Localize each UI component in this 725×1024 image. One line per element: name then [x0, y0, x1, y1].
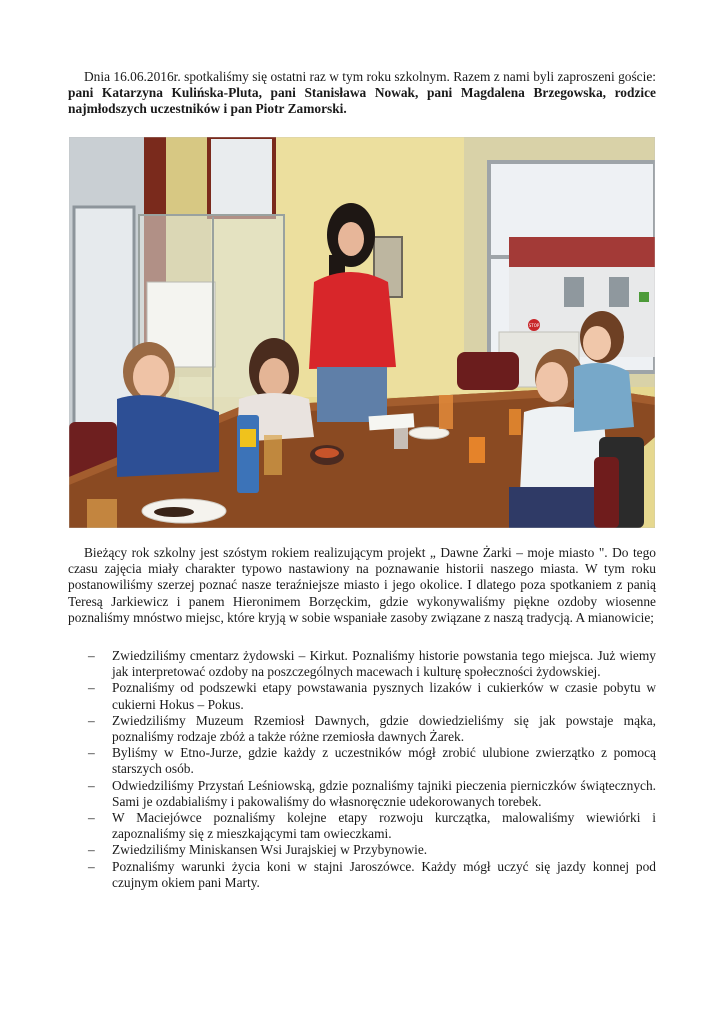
stop-sign-text: STOP	[528, 323, 540, 328]
list-item-text: W Maciejówce poznaliśmy kolejne etapy rozwoju kurczątka, malowaliśmy wiewiórki i zapoznaliśmy się z mieszkającymi tam owieczkami.	[112, 810, 656, 842]
bullet-dash: –	[88, 680, 95, 696]
list-item	[68, 713, 656, 745]
list-item	[68, 745, 656, 777]
activities-list	[68, 648, 656, 891]
bullet-dash: –	[88, 712, 95, 728]
bullet-dash: –	[88, 745, 95, 761]
meeting-photo	[69, 137, 655, 528]
list-item	[68, 842, 656, 858]
project-paragraph: Bieżący rok szkolny jest szóstym rokiem realizującym projekt „ Dawne Żarki – moje miasto ". Do tego czasu zajęcia miały charakter typowo nastawiony na poznawanie historii naszego miasta. W tym roku postanowiliśmy szerzej poznać nasze teraźniejsze miasto i jego okolice. I dlatego poza spotkaniem z panią Teresą Jarkiewicz i panem Hieronimem Borzęckim, gdzie wykonywaliśmy piękne ozdoby wiosenne poznaliśmy mnóstwo miejsc, które kryją w sobie wspaniałe zasoby związane z naszą tradycją. A mianowicie;	[68, 545, 656, 625]
guest-list: pani Katarzyna Kulińska-Pluta, pani Stanisława Nowak, pani Magdalena Brzegowska, rodzice najmłodszych uczestników i pan Piotr Zamorski.	[68, 85, 656, 117]
list-item-text: Poznaliśmy od podszewki etapy powstawania pysznych lizaków i cukierków w czasie pobytu w cukierni Hokus – Pokus.	[112, 680, 656, 712]
list-item-text: Byliśmy w Etno-Jurze, gdzie każdy z uczestników mógł zrobić ulubione zwierzątko z pomocą starszych osób.	[112, 745, 656, 777]
list-item	[68, 859, 656, 891]
list-item-text: Zwiedziliśmy Miniskansen Wsi Jurajskiej w Przybynowie.	[112, 842, 428, 858]
intro-paragraph	[68, 69, 656, 118]
list-item-text: Poznaliśmy warunki życia koni w stajni Jaroszówce. Każdy mógł uczyć się jazdy konnej pod czujnym okiem pani Marty.	[112, 858, 656, 890]
bullet-dash: –	[88, 777, 95, 793]
list-item	[68, 680, 656, 712]
intro-text: Dnia 16.06.2016r. spotkaliśmy się ostatni raz w tym roku szkolnym. Razem z nami byli zaproszeni goście:	[84, 69, 656, 84]
list-item	[68, 648, 656, 680]
list-item	[68, 778, 656, 810]
list-item-text: Odwiedziliśmy Przystań Leśniowską, gdzie poznaliśmy tajniki pieczenia pierniczków świątecznych. Sami je ozdabialiśmy i pakowaliśmy do własnoręcznie udekorowanych torebek.	[112, 777, 656, 809]
bullet-dash: –	[88, 810, 95, 826]
list-item-text: Zwiedziliśmy Muzeum Rzemiosł Dawnych, gdzie dowiedzieliśmy się jak powstaje mąka, poznaliśmy rodzaje zbóż a także różne rzemiosła dawnych Żarek.	[112, 712, 656, 745]
bullet-dash: –	[88, 858, 95, 874]
list-item-text: Zwiedziliśmy cmentarz żydowski – Kirkut. Poznaliśmy historie powstania tego miejsca. Już wiemy jak interpretować ozdoby na poszczególnych macewach i kulturę społeczności żydowskiej.	[112, 648, 656, 680]
list-item	[68, 810, 656, 842]
bullet-dash: –	[88, 648, 95, 663]
bullet-dash: –	[88, 842, 95, 858]
